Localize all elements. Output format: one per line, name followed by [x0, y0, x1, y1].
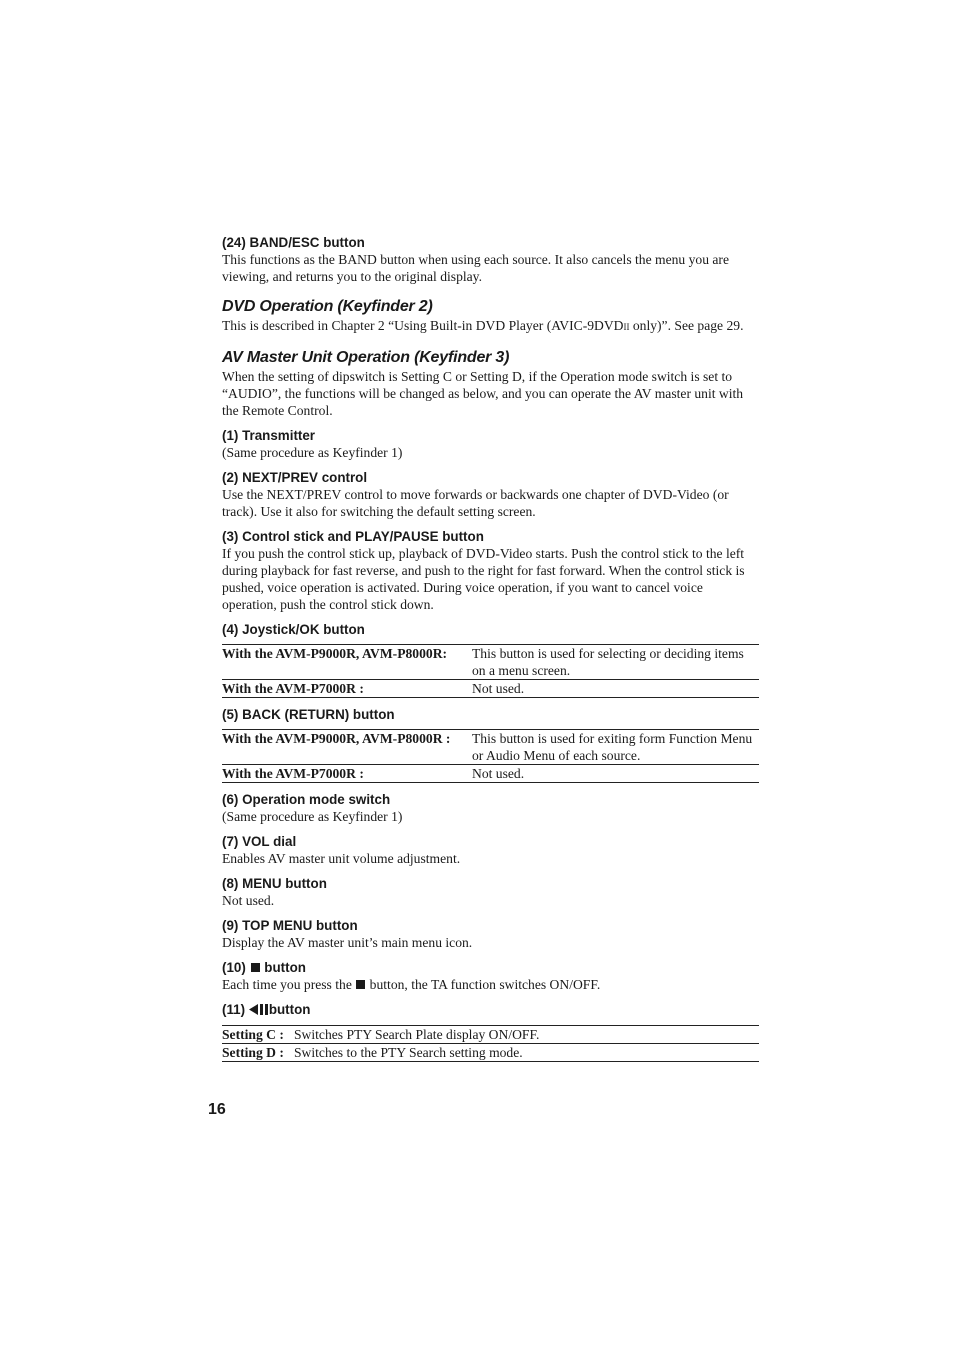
control-stick-text: If you push the control stick up, playback of DVD-Video starts. Push the control stick to the left during playback for fast reverse, and push to the right for fast forward. When the control stick is pushed, voice operation is activated. During voice operation, if you want to cancel voice operation, push the control stick down. [222, 546, 745, 612]
back-table [222, 729, 759, 783]
next-prev-heading: (2) NEXT/PREV control [222, 470, 368, 485]
desc-cell: This button is used for exiting form Function Menu or Audio Menu of each source. [472, 730, 759, 765]
setting-cell: Setting D : [222, 1044, 294, 1062]
desc-cell: Not used. [472, 680, 759, 698]
joystick-heading: (4) Joystick/OK button [222, 622, 365, 637]
play-pause-heading: (11) button [222, 1002, 311, 1017]
menu-heading: (8) MENU button [222, 876, 327, 891]
manual-page-content [222, 234, 758, 1062]
table-row [222, 680, 759, 698]
play-pause-table [222, 1025, 759, 1062]
band-esc-text: This functions as the BAND button when using each source. It also cancels the menu you are viewing, and returns you to the original display. [222, 252, 729, 284]
desc-cell: Not used. [472, 765, 759, 783]
table-row [222, 1044, 759, 1062]
setting-cell: Setting C : [222, 1026, 294, 1044]
dvd-operation-heading: DVD Operation (Keyfinder 2) [222, 298, 433, 315]
vol-text: Enables AV master unit volume adjustment. [222, 851, 461, 866]
stop-icon [251, 963, 260, 972]
table-row [222, 730, 759, 765]
table-row [222, 645, 759, 680]
band-esc-heading: (24) BAND/ESC button [222, 235, 365, 250]
stop-icon [356, 980, 365, 989]
menu-text: Not used. [222, 893, 275, 908]
transmitter-text: (Same procedure as Keyfinder 1) [222, 445, 403, 460]
stop-heading: (10) button [222, 960, 306, 975]
stop-text: Each time you press the button, the TA function switches ON/OFF. [222, 977, 601, 992]
table-row [222, 1026, 759, 1044]
next-prev-text: Use the NEXT/PREV control to move forwards or backwards one chapter of DVD-Video (or track). Use it also for switching the default setting screen. [222, 487, 729, 519]
model-cell: With the AVM-P9000R, AVM-P8000R : [222, 730, 472, 765]
desc-cell: Switches PTY Search Plate display ON/OFF. [294, 1026, 759, 1044]
control-stick-heading: (3) Control stick and PLAY/PAUSE button [222, 529, 484, 544]
av-master-heading: AV Master Unit Operation (Keyfinder 3) [222, 349, 510, 366]
vol-heading: (7) VOL dial [222, 834, 297, 849]
desc-cell: Switches to the PTY Search setting mode. [294, 1044, 759, 1062]
model-cell: With the AVM-P7000R : [222, 680, 472, 698]
model-cell: With the AVM-P7000R : [222, 765, 472, 783]
op-mode-text: (Same procedure as Keyfinder 1) [222, 809, 403, 824]
back-heading: (5) BACK (RETURN) button [222, 707, 395, 722]
top-menu-heading: (9) TOP MENU button [222, 918, 358, 933]
model-cell: With the AVM-P9000R, AVM-P8000R: [222, 645, 472, 680]
desc-cell: This button is used for selecting or deciding items on a menu screen. [472, 645, 759, 680]
page-number: 16 [208, 1101, 226, 1118]
op-mode-heading: (6) Operation mode switch [222, 792, 391, 807]
transmitter-heading: (1) Transmitter [222, 428, 316, 443]
top-menu-text: Display the AV master unit’s main menu icon. [222, 935, 473, 950]
reverse-pause-icon [249, 1002, 269, 1019]
dvd-operation-text: This is described in Chapter 2 “Using Built-in DVD Player (AVIC-9DVDII only)”. See page 29. [222, 318, 744, 333]
joystick-table [222, 644, 759, 698]
av-master-intro: When the setting of dipswitch is Setting C or Setting D, if the Operation mode switch is set to “AUDIO”, the functions will be changed as below, and you can operate the AV master unit with the Remote Control. [222, 369, 744, 418]
table-row [222, 765, 759, 783]
